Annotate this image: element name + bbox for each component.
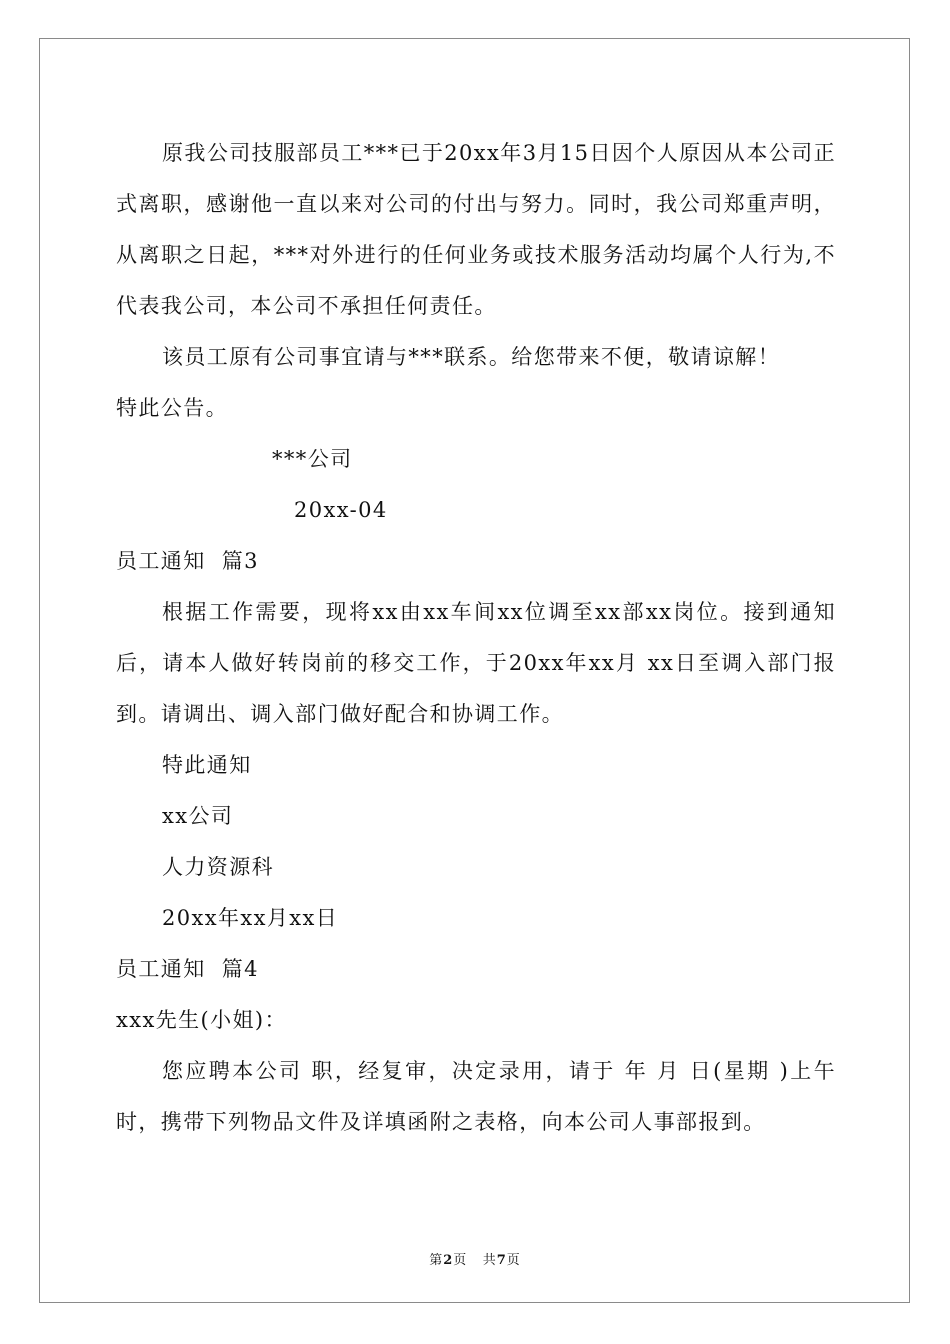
footer-mid: 页 共 — [453, 1253, 497, 1268]
section-3-department: 人力资源科 — [162, 855, 274, 879]
section-4-title: 员工通知 篇4 — [116, 957, 259, 981]
footer-total-pages: 7 — [496, 1253, 507, 1268]
document-body — [116, 128, 836, 1148]
notice-closing: 特此公告。 — [116, 396, 228, 420]
section-3-body: 根据工作需要，现将xx由xx车间xx位调至xx部xx岗位。接到通知后，请本人做好转岗前的移交工作，于20xx年xx月 xx日至调入部门报到。请调出、调入部门做好配合和协调工作。 — [116, 600, 836, 726]
section-3-notice: 特此通知 — [162, 753, 252, 777]
signature-company: ***公司 — [272, 447, 353, 471]
section-4-body: 您应聘本公司 职，经复审，决定录用，请于 年 月 日(星期 )上午 时，携带下列物品文件及详填函附之表格，向本公司人事部报到。 — [116, 1059, 836, 1134]
footer-suffix: 页 — [506, 1253, 521, 1268]
footer-current-page: 2 — [443, 1253, 454, 1268]
signature-date: 20xx-04 — [294, 498, 388, 522]
paragraph-resignation-statement: 原我公司技服部员工***已于20xx年3月15日因个人原因从本公司正式离职，感谢他一直以来对公司的付出与努力。同时，我公司郑重声明，从离职之日起，***对外进行的任何业务或技术服务活动均属个人行为,不代表我公司，本公司不承担任何责任。 — [116, 141, 836, 318]
section-3-company: xx公司 — [162, 804, 234, 828]
footer-prefix: 第 — [429, 1253, 444, 1268]
section-3-title: 员工通知 篇3 — [116, 549, 259, 573]
section-3-date: 20xx年xx月xx日 — [162, 906, 339, 930]
paragraph-contact-notice: 该员工原有公司事宜请与***联系。给您带来不便，敬请谅解！ — [162, 345, 781, 369]
page-number-footer — [0, 1249, 950, 1268]
section-4-salutation: xxx先生(小姐)： — [116, 1008, 287, 1032]
